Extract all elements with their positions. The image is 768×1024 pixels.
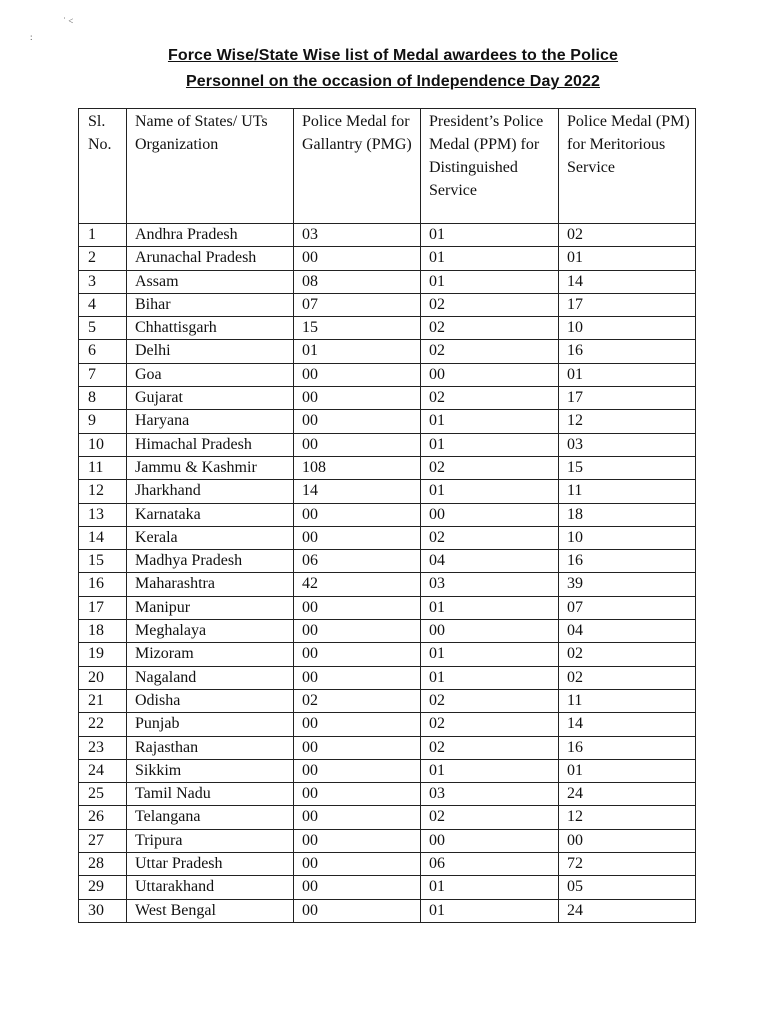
- cell-pm: 02: [559, 643, 696, 666]
- cell-pm: 03: [559, 433, 696, 456]
- cell-state-name: Uttar Pradesh: [127, 853, 294, 876]
- cell-pm: 11: [559, 689, 696, 712]
- cell-state-name: Assam: [127, 270, 294, 293]
- cell-sl-no: 14: [79, 526, 127, 549]
- cell-ppm: 01: [421, 666, 559, 689]
- cell-ppm: 01: [421, 899, 559, 922]
- table-row: [79, 759, 696, 782]
- cell-ppm: 02: [421, 526, 559, 549]
- cell-pmg: 07: [294, 293, 421, 316]
- table-row: [79, 387, 696, 410]
- table-row: [79, 620, 696, 643]
- cell-state-name: Telangana: [127, 806, 294, 829]
- cell-state-name: Madhya Pradesh: [127, 550, 294, 573]
- header-pmg: Police Medal for Gallantry (PMG): [294, 109, 421, 224]
- cell-pmg: 00: [294, 596, 421, 619]
- table-row: [79, 224, 696, 247]
- cell-pm: 17: [559, 293, 696, 316]
- cell-pmg: 00: [294, 433, 421, 456]
- cell-pmg: 15: [294, 317, 421, 340]
- cell-pm: 15: [559, 456, 696, 479]
- cell-sl-no: 2: [79, 247, 127, 270]
- cell-sl-no: 23: [79, 736, 127, 759]
- cell-pmg: 00: [294, 503, 421, 526]
- table-row: [79, 293, 696, 316]
- table-row: [79, 713, 696, 736]
- table-row: [79, 410, 696, 433]
- table-row: [79, 829, 696, 852]
- cell-pmg: 00: [294, 783, 421, 806]
- cell-ppm: 01: [421, 433, 559, 456]
- cell-pm: 02: [559, 224, 696, 247]
- table-row: [79, 689, 696, 712]
- table-row: [79, 899, 696, 922]
- cell-sl-no: 29: [79, 876, 127, 899]
- document-title-line-2: Personnel on the occasion of Independence Day 2022: [185, 73, 600, 90]
- cell-sl-no: 21: [79, 689, 127, 712]
- cell-ppm: 02: [421, 736, 559, 759]
- cell-state-name: Sikkim: [127, 759, 294, 782]
- cell-state-name: Uttarakhand: [127, 876, 294, 899]
- cell-pm: 16: [559, 550, 696, 573]
- cell-pmg: 00: [294, 363, 421, 386]
- cell-sl-no: 5: [79, 317, 127, 340]
- cell-pmg: 14: [294, 480, 421, 503]
- table-row: [79, 573, 696, 596]
- table-row: [79, 480, 696, 503]
- cell-state-name: Himachal Pradesh: [127, 433, 294, 456]
- cell-state-name: Jammu & Kashmir: [127, 456, 294, 479]
- cell-state-name: Arunachal Pradesh: [127, 247, 294, 270]
- cell-state-name: Maharashtra: [127, 573, 294, 596]
- cell-pm: 01: [559, 759, 696, 782]
- table-row: [79, 783, 696, 806]
- cell-ppm: 01: [421, 224, 559, 247]
- cell-sl-no: 13: [79, 503, 127, 526]
- cell-sl-no: 28: [79, 853, 127, 876]
- cell-sl-no: 1: [79, 224, 127, 247]
- cell-ppm: 03: [421, 783, 559, 806]
- cell-ppm: 02: [421, 806, 559, 829]
- cell-ppm: 00: [421, 829, 559, 852]
- cell-pm: 16: [559, 736, 696, 759]
- cell-pm: 01: [559, 363, 696, 386]
- cell-state-name: Andhra Pradesh: [127, 224, 294, 247]
- cell-ppm: 01: [421, 596, 559, 619]
- scan-speck: :: [30, 32, 33, 42]
- cell-sl-no: 26: [79, 806, 127, 829]
- cell-state-name: Tripura: [127, 829, 294, 852]
- cell-sl-no: 15: [79, 550, 127, 573]
- cell-pm: 18: [559, 503, 696, 526]
- cell-sl-no: 30: [79, 899, 127, 922]
- table-row: [79, 853, 696, 876]
- cell-sl-no: 11: [79, 456, 127, 479]
- header-pm: Police Medal (PM) for Meritorious Service: [559, 109, 696, 224]
- cell-sl-no: 24: [79, 759, 127, 782]
- table-row: [79, 247, 696, 270]
- cell-sl-no: 10: [79, 433, 127, 456]
- cell-pmg: 02: [294, 689, 421, 712]
- cell-pm: 17: [559, 387, 696, 410]
- table-row: [79, 270, 696, 293]
- cell-ppm: 01: [421, 643, 559, 666]
- cell-state-name: Karnataka: [127, 503, 294, 526]
- cell-pm: 24: [559, 899, 696, 922]
- cell-state-name: Jharkhand: [127, 480, 294, 503]
- cell-pm: 01: [559, 247, 696, 270]
- header-ppm: President’s Police Medal (PPM) for Distinguished Service: [421, 109, 559, 224]
- table-row: [79, 526, 696, 549]
- cell-ppm: 01: [421, 759, 559, 782]
- cell-pmg: 00: [294, 876, 421, 899]
- cell-pm: 04: [559, 620, 696, 643]
- cell-pm: 00: [559, 829, 696, 852]
- table-row: [79, 876, 696, 899]
- cell-state-name: Bihar: [127, 293, 294, 316]
- cell-state-name: Goa: [127, 363, 294, 386]
- cell-ppm: 01: [421, 270, 559, 293]
- cell-pmg: 00: [294, 806, 421, 829]
- cell-pmg: 08: [294, 270, 421, 293]
- cell-pmg: 00: [294, 759, 421, 782]
- scan-speck: ˙ ˂: [63, 16, 74, 26]
- cell-ppm: 02: [421, 340, 559, 363]
- cell-ppm: 03: [421, 573, 559, 596]
- cell-ppm: 00: [421, 620, 559, 643]
- cell-state-name: West Bengal: [127, 899, 294, 922]
- cell-pm: 14: [559, 713, 696, 736]
- cell-pm: 07: [559, 596, 696, 619]
- cell-sl-no: 16: [79, 573, 127, 596]
- cell-sl-no: 25: [79, 783, 127, 806]
- cell-pmg: 00: [294, 410, 421, 433]
- cell-pmg: 00: [294, 736, 421, 759]
- cell-pm: 12: [559, 806, 696, 829]
- cell-pm: 14: [559, 270, 696, 293]
- header-state-name: Name of States/ UTs Organization: [127, 109, 294, 224]
- cell-state-name: Meghalaya: [127, 620, 294, 643]
- table-row: [79, 550, 696, 573]
- cell-sl-no: 6: [79, 340, 127, 363]
- cell-ppm: 00: [421, 503, 559, 526]
- cell-sl-no: 22: [79, 713, 127, 736]
- table-row: [79, 643, 696, 666]
- cell-state-name: Gujarat: [127, 387, 294, 410]
- cell-pmg: 00: [294, 853, 421, 876]
- cell-state-name: Tamil Nadu: [127, 783, 294, 806]
- medal-awardees-table: [78, 108, 696, 923]
- cell-ppm: 01: [421, 480, 559, 503]
- cell-pmg: 00: [294, 620, 421, 643]
- cell-pmg: 00: [294, 666, 421, 689]
- cell-pm: 05: [559, 876, 696, 899]
- cell-pmg: 00: [294, 247, 421, 270]
- cell-ppm: 01: [421, 876, 559, 899]
- cell-ppm: 02: [421, 387, 559, 410]
- cell-ppm: 02: [421, 713, 559, 736]
- cell-state-name: Kerala: [127, 526, 294, 549]
- cell-pmg: 42: [294, 573, 421, 596]
- cell-sl-no: 27: [79, 829, 127, 852]
- table-row: [79, 503, 696, 526]
- cell-state-name: Haryana: [127, 410, 294, 433]
- cell-state-name: Punjab: [127, 713, 294, 736]
- cell-pmg: 00: [294, 713, 421, 736]
- cell-state-name: Mizoram: [127, 643, 294, 666]
- cell-sl-no: 9: [79, 410, 127, 433]
- cell-pmg: 00: [294, 387, 421, 410]
- cell-pm: 39: [559, 573, 696, 596]
- cell-pm: 72: [559, 853, 696, 876]
- cell-pmg: 108: [294, 456, 421, 479]
- cell-pmg: 00: [294, 526, 421, 549]
- cell-pm: 24: [559, 783, 696, 806]
- table-row: [79, 340, 696, 363]
- cell-pmg: 00: [294, 829, 421, 852]
- cell-pm: 10: [559, 317, 696, 340]
- cell-sl-no: 8: [79, 387, 127, 410]
- cell-sl-no: 20: [79, 666, 127, 689]
- cell-ppm: 00: [421, 363, 559, 386]
- table-header-row: [79, 109, 696, 224]
- cell-ppm: 01: [421, 410, 559, 433]
- cell-sl-no: 12: [79, 480, 127, 503]
- cell-state-name: Delhi: [127, 340, 294, 363]
- cell-ppm: 02: [421, 293, 559, 316]
- table-row: [79, 317, 696, 340]
- cell-ppm: 06: [421, 853, 559, 876]
- table-row: [79, 456, 696, 479]
- cell-pmg: 06: [294, 550, 421, 573]
- cell-sl-no: 17: [79, 596, 127, 619]
- cell-state-name: Odisha: [127, 689, 294, 712]
- table-row: [79, 596, 696, 619]
- cell-pm: 12: [559, 410, 696, 433]
- cell-ppm: 01: [421, 247, 559, 270]
- cell-pm: 10: [559, 526, 696, 549]
- cell-pmg: 00: [294, 899, 421, 922]
- cell-state-name: Manipur: [127, 596, 294, 619]
- table-row: [79, 666, 696, 689]
- cell-pm: 11: [559, 480, 696, 503]
- table-row: [79, 806, 696, 829]
- cell-pmg: 01: [294, 340, 421, 363]
- table-body: [79, 224, 696, 923]
- cell-pm: 16: [559, 340, 696, 363]
- cell-pm: 02: [559, 666, 696, 689]
- cell-state-name: Nagaland: [127, 666, 294, 689]
- cell-sl-no: 19: [79, 643, 127, 666]
- cell-pmg: 00: [294, 643, 421, 666]
- cell-state-name: Rajasthan: [127, 736, 294, 759]
- header-sl-no: Sl. No.: [79, 109, 127, 224]
- cell-ppm: 02: [421, 317, 559, 340]
- table-row: [79, 363, 696, 386]
- cell-ppm: 02: [421, 456, 559, 479]
- document-title-line-1: Force Wise/State Wise list of Medal awardees to the Police: [167, 47, 619, 64]
- cell-ppm: 04: [421, 550, 559, 573]
- cell-sl-no: 7: [79, 363, 127, 386]
- table-row: [79, 433, 696, 456]
- cell-pmg: 03: [294, 224, 421, 247]
- table-row: [79, 736, 696, 759]
- cell-sl-no: 3: [79, 270, 127, 293]
- cell-state-name: Chhattisgarh: [127, 317, 294, 340]
- cell-sl-no: 4: [79, 293, 127, 316]
- cell-sl-no: 18: [79, 620, 127, 643]
- cell-ppm: 02: [421, 689, 559, 712]
